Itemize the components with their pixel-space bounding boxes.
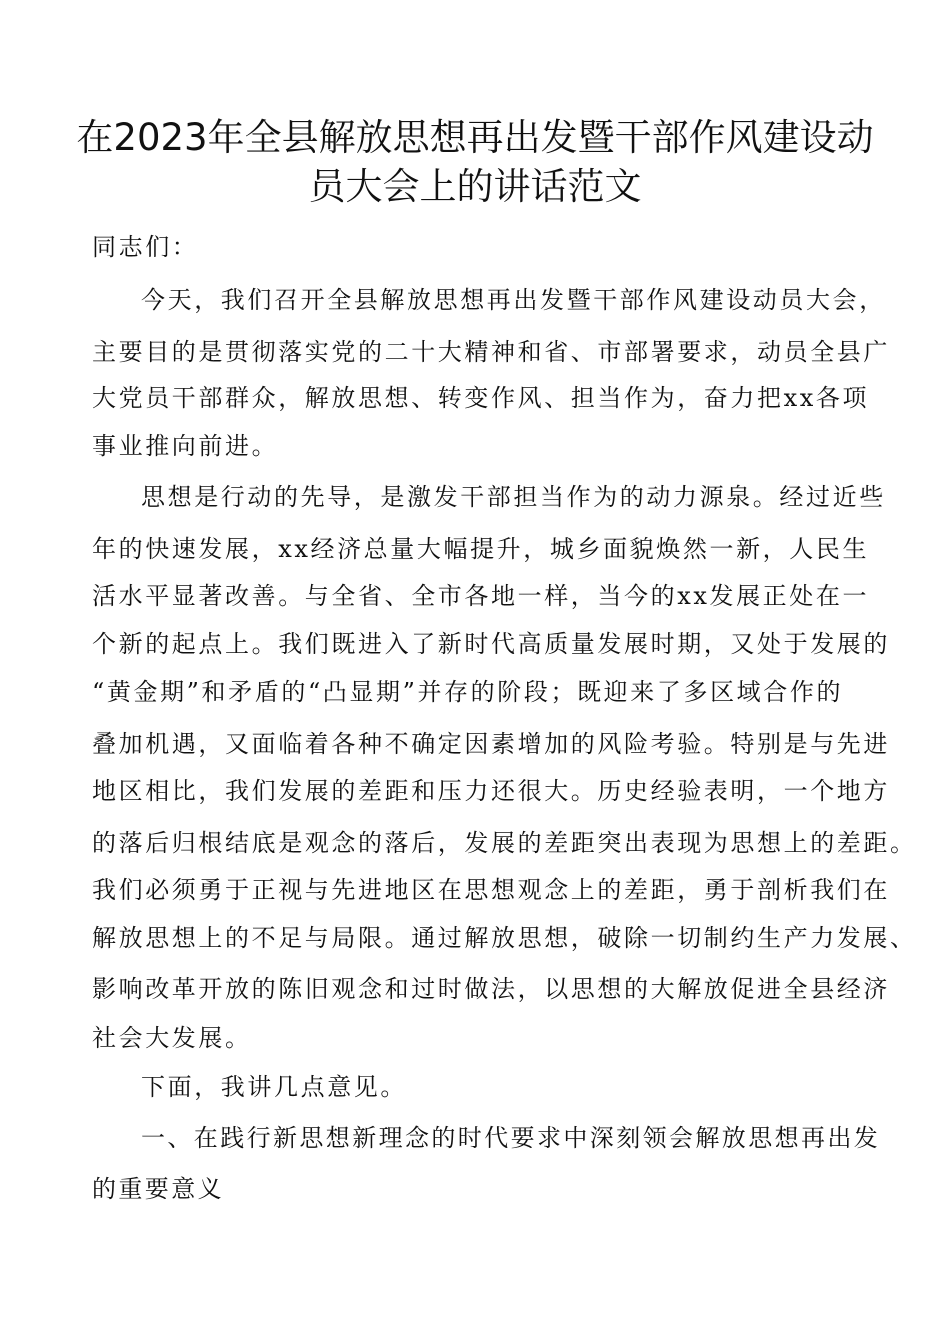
paragraph-1-line-4: 事业推向前进。 [92,432,279,460]
paragraph-1-line-2: 主要目的是贯彻落实党的二十大精神和省、市部署要求，动员全县广 [92,338,890,366]
salutation: 同志们： [92,233,199,261]
paragraph-2-line-6: 叠加机遇，又面临着各种不确定因素增加的风险考验。特别是与先进 [92,730,890,758]
section-heading-1-line-1: 一、在践行新思想新理念的时代要求中深刻领会解放思想再出发 [141,1124,881,1152]
paragraph-2-line-7: 地区相比，我们发展的差距和压力还很大。历史经验表明，一个地方 [92,777,890,805]
paragraph-2-line-11: 影响改革开放的陈旧观念和过时做法，以思想的大解放促进全县经济 [92,975,890,1003]
paragraph-1-line-3: 大党员干部群众，解放思想、转变作风、担当作为，奋力把xx各项 [92,384,870,412]
paragraph-2-line-2: 年的快速发展，xx经济总量大幅提升，城乡面貌焕然一新，人民生 [92,535,870,563]
document-title-line-2: 员大会上的讲话范文 [308,165,642,208]
section-heading-1-line-2: 的重要意义 [92,1175,224,1203]
paragraph-2-line-5: “黄金期”和矛盾的“凸显期”并存的阶段；既迎来了多区域合作的 [92,678,844,706]
paragraph-2-line-9: 我们必须勇于正视与先进地区在思想观念上的差距，勇于剖析我们在 [92,876,890,904]
paragraph-2-line-1: 思想是行动的先导，是激发干部担当作为的动力源泉。经过近些 [141,483,886,511]
paragraph-2-line-10: 解放思想上的不足与局限。通过解放思想，破除一切制约生产力发展、 [92,924,917,952]
paragraph-3: 下面，我讲几点意见。 [141,1073,407,1101]
document-title-line-1: 在2023年全县解放思想再出发暨干部作风建设动 [76,116,874,159]
paragraph-2-line-3: 活水平显著改善。与全省、全市各地一样，当今的xx发展正处在一 [92,582,870,610]
paragraph-2-line-8: 的落后归根结底是观念的落后，发展的差距突出表现为思想上的差距。 [92,829,917,857]
paragraph-2-line-4: 个新的起点上。我们既进入了新时代高质量发展时期，又处于发展的 [92,630,890,658]
paragraph-2-line-12: 社会大发展。 [92,1024,252,1052]
paragraph-1-line-1: 今天，我们召开全县解放思想再出发暨干部作风建设动员大会， [141,286,886,314]
